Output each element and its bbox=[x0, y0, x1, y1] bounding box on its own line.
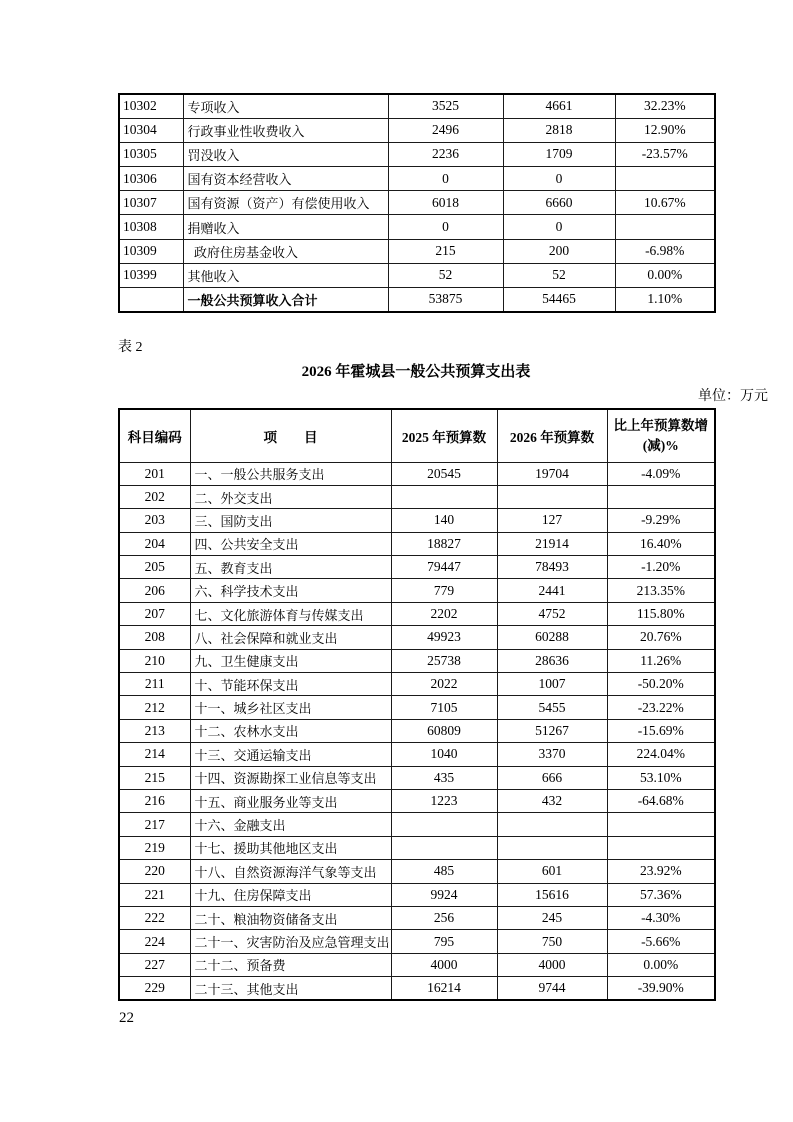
budget-2026-cell: 60288 bbox=[497, 626, 607, 649]
table-row bbox=[119, 977, 715, 1000]
table-row bbox=[119, 579, 715, 602]
header-item: 项 目 bbox=[190, 409, 391, 462]
table-row bbox=[119, 191, 715, 215]
table-row bbox=[119, 288, 715, 312]
table-row bbox=[119, 743, 715, 766]
table-row bbox=[119, 462, 715, 485]
code-cell: 10305 bbox=[119, 142, 183, 166]
budget-2026-cell: 2818 bbox=[503, 118, 615, 142]
code-cell: 205 bbox=[119, 556, 190, 579]
budget-2025-cell: 4000 bbox=[391, 953, 497, 976]
code-cell: 10306 bbox=[119, 167, 183, 191]
table-row bbox=[119, 94, 715, 118]
code-cell: 10309 bbox=[119, 239, 183, 263]
header-budget-2026: 2026 年预算数 bbox=[497, 409, 607, 462]
change-pct-cell: 1.10% bbox=[615, 288, 715, 312]
unit-note: 单位：万元 bbox=[698, 389, 768, 404]
budget-2026-cell: 2441 bbox=[497, 579, 607, 602]
item-cell: 国有资源（资产）有偿使用收入 bbox=[183, 191, 388, 215]
item-cell: 二十三、其他支出 bbox=[190, 977, 391, 1000]
item-cell: 二十二、预备费 bbox=[190, 953, 391, 976]
budget-2026-cell bbox=[497, 836, 607, 859]
budget-2025-cell: 1040 bbox=[391, 743, 497, 766]
income-table bbox=[118, 93, 716, 313]
table-row bbox=[119, 836, 715, 859]
table-row bbox=[119, 930, 715, 953]
code-cell: 10304 bbox=[119, 118, 183, 142]
budget-2025-cell: 20545 bbox=[391, 462, 497, 485]
change-pct-cell: 53.10% bbox=[607, 766, 715, 789]
change-pct-cell: -50.20% bbox=[607, 673, 715, 696]
table-row bbox=[119, 239, 715, 263]
change-pct-cell: 0.00% bbox=[607, 953, 715, 976]
code-cell: 10302 bbox=[119, 94, 183, 118]
change-pct-cell: 32.23% bbox=[615, 94, 715, 118]
change-pct-cell: 10.67% bbox=[615, 191, 715, 215]
item-cell: 十六、金融支出 bbox=[190, 813, 391, 836]
code-cell: 206 bbox=[119, 579, 190, 602]
budget-2026-cell: 245 bbox=[497, 906, 607, 929]
budget-2025-cell: 9924 bbox=[391, 883, 497, 906]
code-cell: 213 bbox=[119, 719, 190, 742]
item-cell: 六、科学技术支出 bbox=[190, 579, 391, 602]
budget-2026-cell: 54465 bbox=[503, 288, 615, 312]
item-cell: 九、卫生健康支出 bbox=[190, 649, 391, 672]
budget-2025-cell: 0 bbox=[388, 167, 503, 191]
change-pct-cell: 0.00% bbox=[615, 263, 715, 287]
budget-2026-cell: 15616 bbox=[497, 883, 607, 906]
table-row bbox=[119, 532, 715, 555]
code-cell: 203 bbox=[119, 509, 190, 532]
budget-2026-cell bbox=[497, 813, 607, 836]
item-cell: 国有资本经营收入 bbox=[183, 167, 388, 191]
code-cell: 216 bbox=[119, 789, 190, 812]
change-pct-cell: 12.90% bbox=[615, 118, 715, 142]
table-row bbox=[119, 766, 715, 789]
budget-2025-cell: 779 bbox=[391, 579, 497, 602]
item-cell: 政府住房基金收入 bbox=[183, 239, 388, 263]
item-cell: 捐赠收入 bbox=[183, 215, 388, 239]
table-row bbox=[119, 215, 715, 239]
change-pct-cell: -6.98% bbox=[615, 239, 715, 263]
item-cell: 二、外交支出 bbox=[190, 485, 391, 508]
budget-2025-cell: 1223 bbox=[391, 789, 497, 812]
budget-2025-cell: 2022 bbox=[391, 673, 497, 696]
code-cell: 208 bbox=[119, 626, 190, 649]
page-number: 22 bbox=[119, 1010, 134, 1026]
budget-2025-cell: 215 bbox=[388, 239, 503, 263]
table-row bbox=[119, 813, 715, 836]
item-cell: 四、公共安全支出 bbox=[190, 532, 391, 555]
change-pct-cell: -4.30% bbox=[607, 906, 715, 929]
budget-2025-cell bbox=[391, 836, 497, 859]
item-cell: 七、文化旅游体育与传媒支出 bbox=[190, 602, 391, 625]
code-cell: 10399 bbox=[119, 263, 183, 287]
code-cell: 227 bbox=[119, 953, 190, 976]
change-pct-cell: -9.29% bbox=[607, 509, 715, 532]
change-pct-cell: 115.80% bbox=[607, 602, 715, 625]
code-cell: 214 bbox=[119, 743, 190, 766]
budget-2025-cell: 16214 bbox=[391, 977, 497, 1000]
budget-2025-cell: 140 bbox=[391, 509, 497, 532]
budget-2025-cell: 25738 bbox=[391, 649, 497, 672]
item-cell: 二十、粮油物资储备支出 bbox=[190, 906, 391, 929]
budget-2025-cell: 2496 bbox=[388, 118, 503, 142]
header-change-pct bbox=[607, 409, 715, 462]
code-cell: 211 bbox=[119, 673, 190, 696]
item-cell: 一般公共预算收入合计 bbox=[183, 288, 388, 312]
budget-2026-cell: 200 bbox=[503, 239, 615, 263]
budget-2026-cell: 432 bbox=[497, 789, 607, 812]
budget-2026-cell: 52 bbox=[503, 263, 615, 287]
item-cell: 五、教育支出 bbox=[190, 556, 391, 579]
budget-2025-cell: 18827 bbox=[391, 532, 497, 555]
budget-2026-cell: 28636 bbox=[497, 649, 607, 672]
change-pct-cell: -4.09% bbox=[607, 462, 715, 485]
income-table-body bbox=[119, 94, 715, 312]
change-pct-cell: -64.68% bbox=[607, 789, 715, 812]
budget-2026-cell: 51267 bbox=[497, 719, 607, 742]
table-row bbox=[119, 263, 715, 287]
item-cell: 十五、商业服务业等支出 bbox=[190, 789, 391, 812]
expenditure-table-title: 2026 年霍城县一般公共预算支出表 bbox=[301, 364, 531, 380]
table-row bbox=[119, 626, 715, 649]
change-pct-cell: 23.92% bbox=[607, 860, 715, 883]
code-cell: 207 bbox=[119, 602, 190, 625]
budget-2026-cell: 4752 bbox=[497, 602, 607, 625]
item-cell: 行政事业性收费收入 bbox=[183, 118, 388, 142]
code-cell: 224 bbox=[119, 930, 190, 953]
budget-2026-cell: 4000 bbox=[497, 953, 607, 976]
budget-2025-cell: 256 bbox=[391, 906, 497, 929]
change-pct-cell: -23.22% bbox=[607, 696, 715, 719]
budget-2026-cell: 78493 bbox=[497, 556, 607, 579]
header-code: 科目编码 bbox=[119, 409, 190, 462]
table-row bbox=[119, 789, 715, 812]
table-row bbox=[119, 509, 715, 532]
table-row bbox=[119, 673, 715, 696]
table-row bbox=[119, 883, 715, 906]
code-cell: 219 bbox=[119, 836, 190, 859]
budget-2026-cell: 4661 bbox=[503, 94, 615, 118]
budget-2026-cell: 9744 bbox=[497, 977, 607, 1000]
item-cell: 十一、城乡社区支出 bbox=[190, 696, 391, 719]
budget-2026-cell: 3370 bbox=[497, 743, 607, 766]
change-pct-cell: 213.35% bbox=[607, 579, 715, 602]
budget-2025-cell: 79447 bbox=[391, 556, 497, 579]
item-cell: 十四、资源勘探工业信息等支出 bbox=[190, 766, 391, 789]
table-row bbox=[119, 649, 715, 672]
item-cell: 一、一般公共服务支出 bbox=[190, 462, 391, 485]
budget-2026-cell: 0 bbox=[503, 215, 615, 239]
change-pct-cell: 16.40% bbox=[607, 532, 715, 555]
table-row bbox=[119, 860, 715, 883]
item-cell: 专项收入 bbox=[183, 94, 388, 118]
budget-2026-cell: 1007 bbox=[497, 673, 607, 696]
table-row bbox=[119, 696, 715, 719]
code-cell: 217 bbox=[119, 813, 190, 836]
expenditure-table-header bbox=[119, 409, 715, 462]
code-cell: 10307 bbox=[119, 191, 183, 215]
code-cell: 210 bbox=[119, 649, 190, 672]
table-row bbox=[119, 556, 715, 579]
budget-2026-cell: 1709 bbox=[503, 142, 615, 166]
item-cell: 罚没收入 bbox=[183, 142, 388, 166]
code-cell: 212 bbox=[119, 696, 190, 719]
code-cell bbox=[119, 288, 183, 312]
budget-2026-cell: 127 bbox=[497, 509, 607, 532]
item-cell: 三、国防支出 bbox=[190, 509, 391, 532]
code-cell: 202 bbox=[119, 485, 190, 508]
expenditure-table bbox=[118, 408, 716, 1001]
change-pct-cell: 11.26% bbox=[607, 649, 715, 672]
budget-2025-cell: 60809 bbox=[391, 719, 497, 742]
item-cell: 十九、住房保障支出 bbox=[190, 883, 391, 906]
budget-2025-cell: 6018 bbox=[388, 191, 503, 215]
budget-2025-cell: 53875 bbox=[388, 288, 503, 312]
change-pct-cell: -5.66% bbox=[607, 930, 715, 953]
budget-2025-cell: 2236 bbox=[388, 142, 503, 166]
change-pct-cell bbox=[615, 167, 715, 191]
header-row bbox=[119, 409, 715, 462]
budget-2025-cell: 3525 bbox=[388, 94, 503, 118]
code-cell: 204 bbox=[119, 532, 190, 555]
budget-2025-cell: 485 bbox=[391, 860, 497, 883]
header-change-pct-line2: (减)% bbox=[642, 437, 679, 453]
budget-2026-cell: 21914 bbox=[497, 532, 607, 555]
code-cell: 215 bbox=[119, 766, 190, 789]
table-row bbox=[119, 167, 715, 191]
change-pct-cell: 224.04% bbox=[607, 743, 715, 766]
code-cell: 10308 bbox=[119, 215, 183, 239]
code-cell: 220 bbox=[119, 860, 190, 883]
change-pct-cell bbox=[607, 485, 715, 508]
budget-2026-cell: 19704 bbox=[497, 462, 607, 485]
budget-2026-cell: 0 bbox=[503, 167, 615, 191]
budget-2025-cell: 49923 bbox=[391, 626, 497, 649]
budget-2025-cell: 52 bbox=[388, 263, 503, 287]
table-row bbox=[119, 602, 715, 625]
budget-2025-cell: 2202 bbox=[391, 602, 497, 625]
expenditure-table-body bbox=[119, 462, 715, 1000]
budget-2025-cell: 795 bbox=[391, 930, 497, 953]
table-row bbox=[119, 906, 715, 929]
item-cell: 其他收入 bbox=[183, 263, 388, 287]
change-pct-cell bbox=[615, 215, 715, 239]
budget-2026-cell: 666 bbox=[497, 766, 607, 789]
budget-2026-cell: 6660 bbox=[503, 191, 615, 215]
table-row bbox=[119, 142, 715, 166]
code-cell: 229 bbox=[119, 977, 190, 1000]
change-pct-cell bbox=[607, 813, 715, 836]
change-pct-cell: -23.57% bbox=[615, 142, 715, 166]
budget-2026-cell bbox=[497, 485, 607, 508]
change-pct-cell: -1.20% bbox=[607, 556, 715, 579]
header-budget-2025: 2025 年预算数 bbox=[391, 409, 497, 462]
budget-2026-cell: 5455 bbox=[497, 696, 607, 719]
table-row bbox=[119, 485, 715, 508]
budget-2025-cell: 7105 bbox=[391, 696, 497, 719]
budget-2026-cell: 750 bbox=[497, 930, 607, 953]
table-row bbox=[119, 953, 715, 976]
item-cell: 八、社会保障和就业支出 bbox=[190, 626, 391, 649]
change-pct-cell: 20.76% bbox=[607, 626, 715, 649]
item-cell: 二十一、灾害防治及应急管理支出 bbox=[190, 930, 391, 953]
code-cell: 221 bbox=[119, 883, 190, 906]
item-cell: 十二、农林水支出 bbox=[190, 719, 391, 742]
item-cell: 十八、自然资源海洋气象等支出 bbox=[190, 860, 391, 883]
item-cell: 十七、援助其他地区支出 bbox=[190, 836, 391, 859]
budget-2025-cell: 435 bbox=[391, 766, 497, 789]
change-pct-cell: 57.36% bbox=[607, 883, 715, 906]
table-row bbox=[119, 118, 715, 142]
item-cell: 十三、交通运输支出 bbox=[190, 743, 391, 766]
budget-2025-cell: 0 bbox=[388, 215, 503, 239]
code-cell: 222 bbox=[119, 906, 190, 929]
budget-2025-cell bbox=[391, 813, 497, 836]
table2-label: 表 2 bbox=[118, 340, 143, 355]
change-pct-cell: -15.69% bbox=[607, 719, 715, 742]
header-change-pct-line1: 比上年预算数增 bbox=[613, 418, 708, 434]
item-cell: 十、节能环保支出 bbox=[190, 673, 391, 696]
budget-2025-cell bbox=[391, 485, 497, 508]
change-pct-cell: -39.90% bbox=[607, 977, 715, 1000]
budget-2026-cell: 601 bbox=[497, 860, 607, 883]
change-pct-cell bbox=[607, 836, 715, 859]
table-row bbox=[119, 719, 715, 742]
code-cell: 201 bbox=[119, 462, 190, 485]
